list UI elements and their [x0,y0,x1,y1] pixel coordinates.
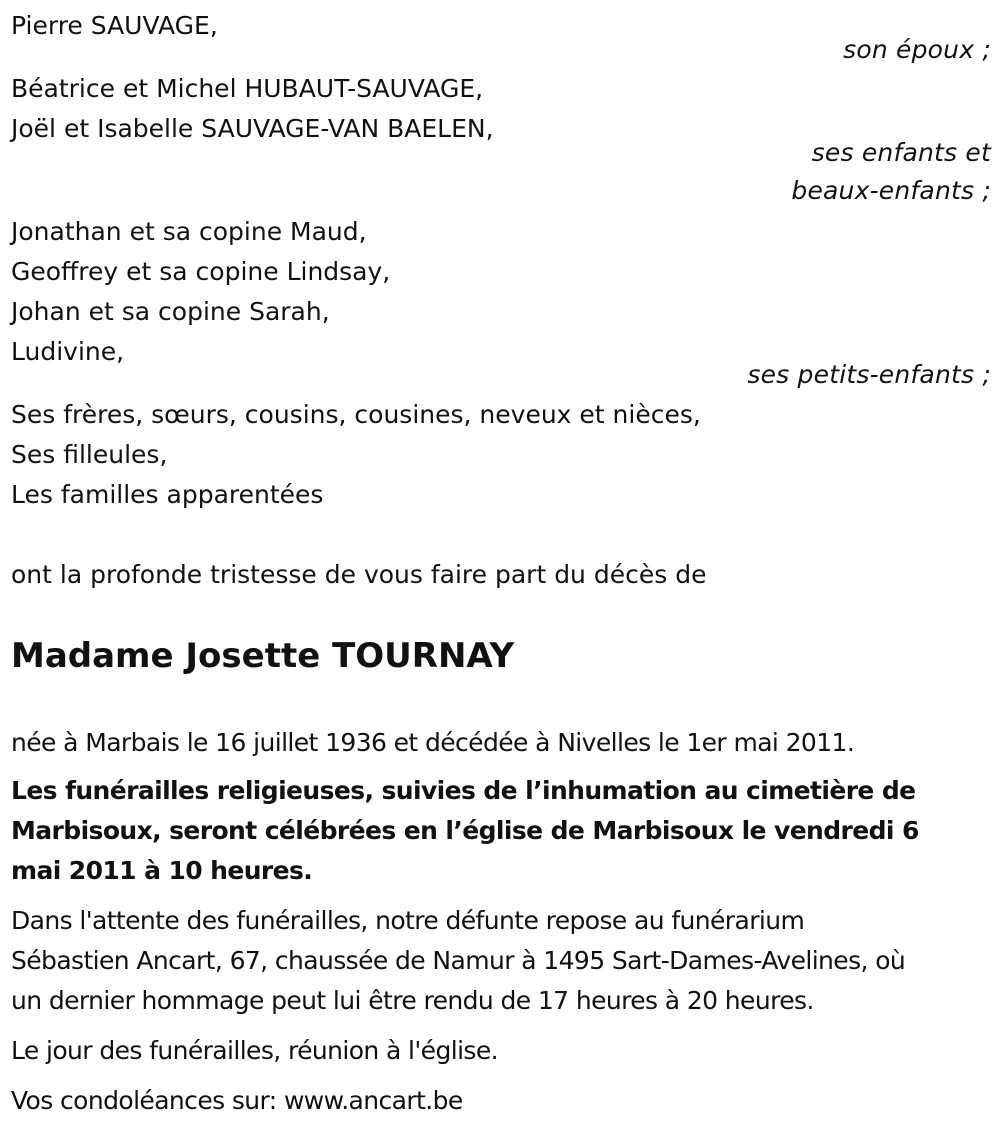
announcement-block [11,555,991,595]
announcement-text: ont la profonde tristesse de vous faire part du décès de [11,560,707,589]
children-role-line1: ses enfants et [811,138,991,167]
grandchild-name: Jonathan et sa copine Maud, [11,217,367,246]
wake-line: Sébastien Ancart, 67, chaussée de Namur à 1495 Sart-Dames-Avelines, où [11,946,906,975]
relatives-line: Ses filleules, [11,440,168,469]
deceased-block [11,628,991,684]
wake-line: Dans l'attente des funérailles, notre défunte repose au funérarium [11,906,805,935]
child-couple: Joël et Isabelle SAUVAGE-VAN BAELEN, [11,114,494,143]
funeral-text: Les funérailles religieuses, suivies de l’inhumation au cimetière de Marbisoux, seront célébrées en l’église de Marbisoux le vendredi 6 mai 2011 à 10 heures. [11,776,919,885]
wake-line: un dernier hommage peut lui être rendu de 17 heures à 20 heures. [11,986,814,1015]
deceased-name: Madame Josette TOURNAY [11,636,515,676]
children-role-line2: beaux-enfants ; [791,176,991,205]
condolences-block [11,1081,991,1121]
relatives-line: Ses frères, sœurs, cousins, cousines, neveux et nièces, [11,400,701,429]
child-couple: Béatrice et Michel HUBAUT-SAUVAGE, [11,74,484,103]
funeral-block [11,771,951,891]
grandchildren-role: ses petits-enfants ; [747,360,991,389]
children-role-block [11,133,991,211]
relatives-block [11,395,991,515]
birth-death-block [11,723,991,763]
spouse-role-block [11,30,991,70]
wake-block [11,901,991,1021]
spouse-role: son époux ; [843,35,991,64]
spouse-name: Pierre SAUVAGE, [11,11,218,40]
condolences-text: Vos condoléances sur: www.ancart.be [11,1086,463,1115]
meeting-text: Le jour des funérailles, réunion à l'église. [11,1036,498,1065]
grandchild-name: Geoffrey et sa copine Lindsay, [11,257,391,286]
meeting-block [11,1031,991,1071]
grandchildren-role-block [11,355,991,395]
birth-death-text: née à Marbais le 16 juillet 1936 et décédée à Nivelles le 1er mai 2011. [11,728,855,757]
grandchildren-block [11,212,991,372]
relatives-line: Les familles apparentées [11,480,324,509]
grandchild-name: Johan et sa copine Sarah, [11,297,330,326]
grandchild-name: Ludivine, [11,337,125,366]
